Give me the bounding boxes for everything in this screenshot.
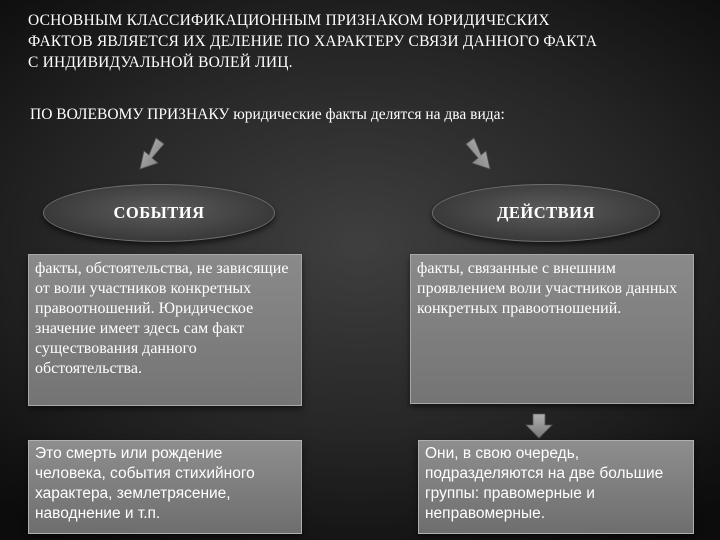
events-ellipse — [43, 184, 275, 242]
actions-example: Они, в свою очередь, подразделяются на две большие группы: правомерные и неправомерные. — [425, 445, 664, 522]
actions-description-box — [410, 254, 694, 404]
events-description-box — [28, 254, 302, 406]
actions-example-box — [418, 440, 694, 534]
actions-label: ДЕЙСТВИЯ — [497, 203, 595, 222]
arrow-down-right-icon — [462, 136, 496, 172]
events-description: факты, обстоятельства, не зависящие от воли участников конкретных правоотношений. Юридическое значение имеет здесь сам факт существования данного обстоятельства. — [35, 260, 289, 377]
subtitle: ПО ВОЛЕВОМУ ПРИЗНАКУ юридические факты делятся на два вида: — [30, 106, 505, 123]
title-line-3: С ИНДИВИДУАЛЬНОЙ ВОЛЕЙ ЛИЦ. — [28, 54, 293, 71]
events-example-box — [28, 440, 302, 534]
actions-description: факты, связанные с внешним проявлением воли участников данных конкретных правоотношений. — [417, 260, 678, 317]
actions-ellipse — [432, 184, 660, 242]
events-example: Это смерть или рождение человека, события стихийного характера, землетрясение, наводнение и т.п. — [35, 445, 255, 522]
events-label: СОБЫТИЯ — [113, 203, 205, 222]
arrow-down-left-icon — [134, 136, 168, 172]
slide-title — [28, 10, 708, 73]
title-line-1: ОСНОВНЫМ КЛАССИФИКАЦИОННЫМ ПРИЗНАКОМ ЮРИДИЧЕСКИХ — [28, 12, 550, 29]
title-line-2: ФАКТОВ ЯВЛЯЕТСЯ ИХ ДЕЛЕНИЕ ПО ХАРАКТЕРУ СВЯЗИ ДАННОГО ФАКТА — [28, 33, 598, 50]
arrow-down-icon — [524, 412, 554, 440]
